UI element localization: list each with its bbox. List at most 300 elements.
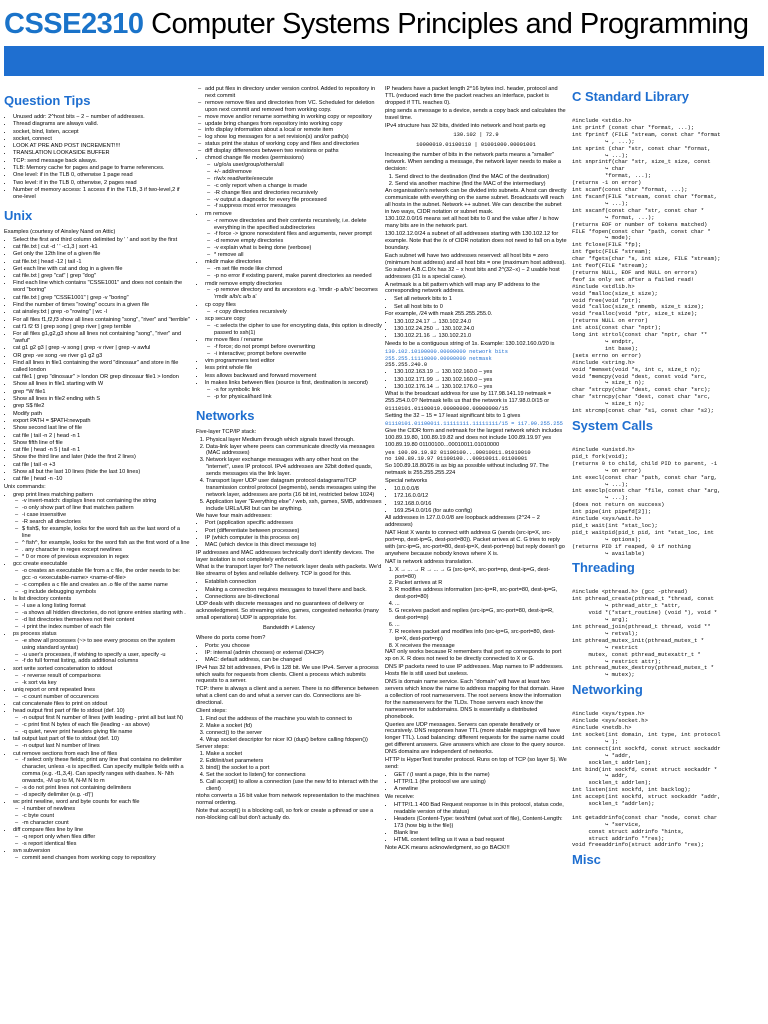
command-name: gcc create executable: [13, 560, 68, 567]
column-1: [4, 86, 190, 1020]
command-name: cat concatenate files to print on stdout: [13, 701, 108, 708]
command-option: – -k sort via key: [22, 680, 190, 687]
command-item: [13, 848, 190, 862]
unix-example: • cat file | head -n -10: [13, 476, 190, 483]
server-step: 1. Make a socket: [206, 751, 382, 758]
code-line: #include <sys/wait.h>: [572, 515, 642, 523]
question-tip: • LOOK AT PRE AND POST INCREMENT!!!!: [13, 143, 190, 150]
command-option: – -c selects the cipher to use for encrypting data, this option is directly passed to ssh(1): [214, 323, 382, 337]
svn-subcommand: – move move and/or rename something in working copy or repository: [205, 114, 382, 121]
unix-example: • Get only the 12th line of a given file: [13, 251, 190, 258]
question-tip: • TLB: Memory cache for pages and page to frame references.: [13, 165, 190, 172]
command-option: – -o only show part of line that matches pattern: [22, 505, 190, 512]
command-name: head output first part of file to stdout (def. 10): [13, 708, 125, 715]
command-item: [205, 316, 382, 337]
command-name: less print whole file: [205, 365, 253, 372]
unix-example: • cat file | head -n 5 | tail -n 1: [13, 447, 190, 454]
unix-commands-list: [4, 492, 190, 863]
nat-step: 7. R receives packet and modifies info (src-ip=G, src-port=80, dest-ip=X, dest-port=np): [395, 629, 567, 643]
ports-item: • IP: internal (admin chooses) or external (DHCP): [205, 650, 382, 657]
unix-example: • Show all but the last 10 lines (hide the last 10 lines): [13, 469, 190, 476]
code-line: char *strcpy(char *dest, const char *src);: [572, 386, 711, 394]
command-option: – * remove all: [214, 252, 382, 259]
code-line: int printf (const char *format, ...);: [572, 123, 695, 131]
question-tips-list: [4, 114, 190, 201]
code-line: int fclose(FILE *fp);: [572, 241, 642, 249]
question-tip: • Two level: if in the TLB 0, otherwise, 2 pages read: [13, 180, 190, 187]
code-line: #include <unistd.h>: [572, 445, 635, 453]
tcp-ip-layers-list: [196, 437, 382, 513]
networks-para-6: ntohs converts a 16 bit value from network representation to the machines normal ordering.: [196, 792, 380, 806]
command-item: [205, 302, 382, 316]
command-name: mv move files / rename: [205, 336, 263, 343]
code-line: int pthread_mutex_destroy(pthread_mutex_t *: [572, 664, 714, 672]
question-tip: • socket, bind, listen, accept: [13, 129, 190, 136]
subnet-para-4: 130.102.12.0/24 a subnet of all addresses starting with 130.102.12 for example. Note that the /x of CIDR notation does not need to fall on a byte boundary.: [385, 231, 567, 252]
svn-subcommand: – status print the status of working copy and files and directories: [205, 141, 382, 148]
bits-line-5: 01110101.01100011.11111111.11111111/15 = 117.99.255.255: [385, 420, 563, 427]
unix-example: • cat file | tail -n 2 | head -n 1: [13, 433, 190, 440]
command-option: – +/- add/remove: [214, 169, 382, 176]
page-title: [4, 8, 748, 41]
command-item: [205, 365, 382, 372]
stdlib-code-block: [572, 118, 764, 415]
range-item: • 130.102.21.16 → 130.102.21.0: [394, 333, 567, 340]
command-options-list: [13, 498, 190, 560]
command-option: – -n output last N number of lines: [22, 743, 190, 750]
code-line: ↪ pthread_attr_t *attr,: [572, 602, 681, 610]
code-line: int connect(int sockfd, const struct sockaddr: [572, 744, 721, 752]
command-option: – * 0 or more of previous expression in regex: [22, 554, 190, 561]
command-option: – -f force -> ignore nonexistent files and arguments, never prompt: [214, 231, 382, 238]
command-option: – -u user's processes, if wishing to specify a user, specify -u: [22, 652, 190, 659]
command-option: – -c byte count: [22, 813, 190, 820]
question-tip: • socket, connect: [13, 136, 190, 143]
command-item: [13, 666, 190, 687]
command-option: – -v output a diagnostic for every file processed: [214, 197, 382, 204]
unix-commands-label: Unix commands:: [4, 483, 46, 490]
code-line: socklen_t *addrlen);: [572, 800, 655, 808]
command-options-list: [13, 715, 190, 736]
command-name: scp secure copy: [205, 315, 246, 322]
command-name: rm remove: [205, 210, 232, 217]
command-option: – u/g/o/a user/group/others/all: [214, 162, 382, 169]
code-line: mutex, const pthread_mutexattr_t *: [572, 650, 701, 658]
unix-heading: Unix: [4, 207, 33, 223]
nat-step: 5. G receives packet and replies (src-ip=G, src-port=80, dest-ip=R, dest-port=np): [395, 608, 567, 622]
code-line: #include <string.h>: [572, 358, 635, 366]
subnet-para-2: An organisation's network can be divided into subnets. A host can directly communicate with everything on the same subnet. Broadcasts will reach all hosts in the subnet. Network ++ subnet. We can describe the subnet in two ways, CIDR notation or subnet mask.: [385, 187, 567, 215]
code-line: int fprintf (FILE *stream, const char *format: [572, 130, 721, 138]
code-line: pid_t wait(int *stat_loc);: [572, 521, 658, 529]
unix-example: • cat file.txt | grep "cat" | grep "dog": [13, 273, 190, 280]
command-option: – -R change files and directories recursively: [214, 190, 382, 197]
code-line: int scanf(const char *format, ...);: [572, 186, 688, 194]
command-option: – . any character in regex except newlines: [22, 547, 190, 554]
command-options-list: [13, 855, 190, 862]
unix-example: • Find all lines in file1 containing the word "dinosaur" and store in file called london: [13, 360, 190, 374]
command-item: [205, 211, 382, 259]
routing-step: 1. Send direct to the destination (find the MAC of the destination): [395, 174, 567, 181]
unix-example: • cat file | tail -n +3: [13, 462, 190, 469]
special-network: • 169.254.0.0/16 (for auto config): [394, 508, 567, 515]
command-option: – -r copy directories recursively: [214, 309, 382, 316]
svn-subcommand: – remove remove files and directories from VC. Scheduled for deletion upon next commit and removed from working copy.: [205, 100, 382, 114]
unix-example: • Get each line with cat and dog in a given file: [13, 266, 190, 273]
network-layer: 3. Network layer exchange messages with any other host on the "internet", uses IP protocol. IPv4 addresses are 32bit dotted quads, sends messages via the link layer.: [206, 457, 382, 478]
command-option: – -i case insensitive: [22, 512, 190, 519]
client-step: 4. Wrap socket descriptor for nicer IO (dup() before calling fdopen()): [206, 737, 382, 744]
code-line: long int strtol(const char *nptr, char **: [572, 331, 708, 339]
code-line: int listen(int sockfd, int backlog);: [572, 786, 691, 794]
range-item: • 130.102.24.250 → 130.102.24.0: [394, 326, 567, 333]
code-line: #include <sys/socket.h>: [572, 717, 648, 725]
unix-examples-list: [4, 237, 190, 484]
unix-example: • cat g1 g2 g3 | grep -v song | grep -v river | grep -v awful: [13, 345, 190, 352]
http-receive-item: • HTTP/1.1 400 Bad Request response is in this protocol, status code, readable version of the status): [394, 802, 567, 816]
command-option: – -a shows all hidden directories, do not ignore entries starting with .: [22, 610, 190, 617]
misc-heading: Misc: [572, 852, 601, 868]
unix-example: • Select the first and third column delimited by ' ' and sort by the first: [13, 237, 190, 244]
command-option: – -c print first N bytes of each file (leading - as above): [22, 722, 190, 729]
unix-example: • cat file.txt | grep "CSSE1001" | grep -v "boring": [13, 295, 190, 302]
code-line: socklen_t addrlen);: [572, 779, 652, 787]
nat-steps-list: [385, 567, 567, 650]
code-line: int sscanf(const char *str, const char *: [572, 206, 705, 214]
code-line: ↪ addr,: [572, 772, 629, 780]
networks-para-7: Note that accept() is a blocking call, so fork or create a pthread or use a non-blocking call but don't actually do.: [196, 807, 374, 821]
code-line: int base);: [572, 344, 639, 352]
command-options-list: [205, 287, 382, 301]
code-line: int fgetc(FILE *stream);: [572, 248, 652, 256]
example-address: 130.102 | 72.9: [453, 132, 499, 139]
networks-para-4: IPv4 has 32 bit addresses, IPv6 is 128 bit. We use IPv4. Server a process which waits for requests from clients. Client a process which submits requests to a server.: [196, 664, 379, 685]
column-4: [572, 86, 764, 1020]
svn-subcommands-list: [196, 86, 382, 155]
http-send-list: [385, 772, 567, 794]
command-options-list: [13, 673, 190, 687]
code-line: ↪ retval);: [572, 629, 639, 637]
http-send-item: • A newline: [394, 786, 567, 793]
broadcast-para: What is the broadcast address for use by 117.98.141.19 netmask = 255.254.0.0? Netmask tells us that the network is 117.98.0.0/15 or: [385, 391, 552, 405]
code-line: int snprintf(char *str, size_t size, const: [572, 158, 711, 166]
unix-example: • export PATH = $PATH:newpath: [13, 418, 190, 425]
command-option: – -d specify delimiter (e.g. -d'|'): [22, 792, 190, 799]
svn-subcommand: – add put files in directory under version control. Added to repository in next commit: [205, 86, 382, 100]
command-name: less allows backward and forward movement: [205, 372, 317, 379]
ack-note: Note ACK means acknowledgment, so go BACK!!!: [385, 844, 510, 851]
http-receive-list: [385, 802, 567, 845]
column-3: [385, 86, 567, 1020]
command-options-list: [205, 218, 382, 259]
ranges-list: [385, 319, 567, 341]
column-2: [196, 86, 382, 1020]
question-tip: • One level: if in the TLB 0, otherwise 1 page read: [13, 172, 190, 179]
network-layer: 1. Physical layer Medium through which signals travel through.: [206, 437, 382, 444]
addresses-list: [196, 520, 382, 549]
code-line: ↪ ...);: [572, 199, 629, 207]
code-line: ↪ *service,: [572, 820, 642, 828]
command-item: [13, 687, 190, 701]
range-item: • 130.102.24.17 → 130.102.24.0: [394, 319, 567, 326]
unix-example: • For all files f1,f2,f3 show all lines containing "song", "river" and "terrible": [13, 317, 190, 324]
svn-subcommand: – log show log messages for a set revision(s) and/or path(s): [205, 134, 382, 141]
command-option: – commit send changes from working copy to repository: [22, 855, 190, 862]
command-name: cp copy files: [205, 301, 236, 308]
range-item: • 130.102.171.99 → 130.102.160.0 – yes: [394, 377, 567, 384]
command-item: [13, 827, 190, 848]
nat-step: 6. ...: [395, 622, 567, 629]
command-option: – -d remove empty directories: [214, 238, 382, 245]
command-option: – -q report only when files differ: [22, 834, 190, 841]
routing-step: 2. Send via another machine (find the MAC of the intermediary): [395, 181, 567, 188]
command-option: – r/w/x read/write/execute: [214, 176, 382, 183]
command-name: sort write sorted concatenation to stdout: [13, 665, 113, 672]
netmask-item: • Set all host bits to 0: [394, 304, 567, 311]
code-line: ↪ char: [572, 165, 625, 173]
command-name: rmdir remove empty directories: [205, 280, 283, 287]
code-line: *format, ...);: [572, 172, 652, 180]
command-options-list: [205, 323, 382, 337]
command-option: – -m character count: [22, 820, 190, 827]
course-code: CSSE2310: [4, 8, 144, 40]
command-item: [205, 380, 382, 401]
special-network: • 172.16.0.0/12: [394, 493, 567, 500]
command-option: – -R search all directories: [22, 519, 190, 526]
code-line: ↪ endptr,: [572, 338, 635, 345]
server-step: 4. Set the socket to listen() for connections: [206, 772, 382, 779]
broadcast-para-2: Setting the 32 − 15 = 17 least significant bits to 1 gives: [385, 413, 521, 419]
special-networks-list: [385, 486, 567, 515]
ranges-2-list: [385, 369, 567, 391]
nat-para-2: NAT is network address translation.: [385, 558, 473, 565]
unix-example: • Show all lines in file1 starting with W: [13, 381, 190, 388]
code-line: feof is only set after a failed read!: [572, 275, 695, 283]
syscalls-code-block: [572, 447, 764, 558]
command-name: cut remove sections from each line of files: [13, 750, 118, 757]
bits-line-3: 255.255.240.0: [385, 362, 428, 369]
question-tip: • TCP: send message back always.: [13, 158, 190, 165]
command-name: mkdir make directories: [205, 259, 262, 266]
networks-para-5: TCP: there is always a client and a server. There is no difference between what a client can do and what a server can do. Connections are bi-directional.: [196, 686, 379, 707]
tcp-item: • Making a connection requires messages to travel there and back.: [205, 587, 382, 594]
command-item: [13, 561, 190, 596]
command-option: – -s for symbolic link: [214, 387, 382, 394]
command-name: tail output last part of file to stdout (def. 10): [13, 736, 120, 743]
code-line: (sets errno on error): [572, 351, 642, 359]
code-line: ↪ size_t n);: [572, 379, 645, 387]
command-options-list: [205, 344, 382, 358]
networks-para-1: IP addresses and MAC addresses technically don't identify devices. The layer isolation is not completely enforced.: [196, 549, 375, 563]
address-type: • Port (application specific addresses: [205, 520, 382, 527]
command-options-list: [13, 638, 190, 666]
netmask-list: [385, 296, 567, 310]
http-send-item: • HTTP/1.1 (the protocol we are using): [394, 779, 567, 786]
code-line: void *calloc(size_t nmemb, size_t size);: [572, 303, 705, 311]
command-options-list: [13, 603, 190, 631]
command-options-list: [205, 162, 382, 210]
command-option: – -l number of newlines: [22, 806, 190, 813]
netmask-item: • Set all network bits to 1: [394, 296, 567, 303]
command-name: ps process status: [13, 630, 57, 637]
unix-example: • OR grep -ve song -ve river g1 g2 g3: [13, 353, 190, 360]
command-options-list: [205, 266, 382, 280]
code-line: ↪ mode);: [572, 234, 632, 242]
http-receive-item: • HTML content telling us it was a bad request: [394, 837, 567, 844]
unix-example: • cat file.txt | cut -d ' ' -c1,3 | sort -k1: [13, 244, 190, 251]
command-item: [205, 281, 382, 302]
code-line: ↪ );: [572, 737, 619, 745]
syscalls-heading: System Calls: [572, 417, 653, 433]
command-name: wc print newline, word and byte counts for each file: [13, 799, 140, 806]
network-layer: 4. Transport layer UDP user datagram protocol datagrams/TCP transmission control protocol (segments), sends messages using the network layer, addresses are ports (16 bit int, restricted below 1024): [206, 478, 382, 499]
bits-line-2: 255.255.11110000.00000000 netmask: [385, 355, 492, 362]
code-line: (does not return on success): [572, 501, 665, 509]
code-line: void *realloc(void *ptr, size_t size);: [572, 310, 698, 318]
code-line: int pipe(int pipefd[2]);: [572, 508, 652, 516]
tcp-items-list: [196, 579, 382, 601]
contiguous-para: Needs to be a contiguous string of 1s. Example: 130.102.160.0/20 is: [385, 340, 555, 347]
code-line: ↪ ...);: [572, 494, 629, 502]
client-steps-label: Client steps:: [196, 708, 227, 715]
server-steps-label: Server steps:: [196, 743, 229, 750]
code-line: const struct addrinfo *hints,: [572, 827, 685, 835]
question-tip: • Number of memory access: 1 access if in the TLB, 3 if two-level,2 if one-level: [13, 187, 190, 201]
dns-para-2: DNS is domain name service. Each "domain" will have at least two servers which know the name to address mapping for that domain. Have a collection of root nameservers. The root servers know the information for the nameservers for the TLDs. Those servers each know the nameservers for subdomains. DNS is essentially a distributed phonebook.: [385, 679, 565, 720]
command-name: grep print lines matching pattern: [13, 491, 93, 498]
network-layer: 2. Data-link layer where peers can communicate directly via messages (MAC addresses): [206, 444, 382, 458]
threading-code-block: [572, 589, 764, 679]
code-line: (returns PID if reaped, 0 if nothing: [572, 542, 691, 550]
command-item: [205, 155, 382, 210]
code-line: struct addrinfo **res);: [572, 834, 665, 842]
header: [0, 0, 768, 84]
nat-step: 4. ...: [395, 601, 567, 608]
server-step: 2. Edit/init/set parameters: [206, 758, 382, 765]
server-step: 5. Call accept() to allow a connection (use the new fd to interact with the client): [206, 779, 382, 793]
subnet-para-3: 130.102.0.0/16 means set all host bits to 0 and the value after / is how many bits are in the network part.: [385, 216, 559, 230]
svn-subcommand: – info display information about a local or remote item: [205, 127, 382, 134]
ping-para: ping sends a message to a device, sends a copy back and calculates the travel time.: [385, 107, 566, 121]
unix-example: • Show the third line and later (hide the first 2 lines): [13, 454, 190, 461]
question-tip: • Unused addr: 2^host bits − 2 − number of addresses.: [13, 114, 190, 121]
dns-para-3: Queries are UDP messages. Servers can operate iteratively or recursively. DNS responses have TTL (more stable mappings will have longer TTL). Load balancing: different requests for the same name could get different answers. Give answers which are close to the query source. DNS domains are independent of networks.: [385, 721, 565, 756]
question-tip: • TRANSLATION LOOKASIDE BUFFER: [13, 150, 190, 157]
code-line: ↪ restrict: [572, 643, 639, 651]
http-receive-item: • Blank line: [394, 830, 567, 837]
command-options-list: [13, 757, 190, 798]
client-step: 1. Find out the address of the machine you wish to connect to: [206, 716, 382, 723]
course-name: Computer Systems Principles and Programming: [151, 8, 749, 40]
code-line: #include <pthread.h> (gcc -pthread): [572, 588, 688, 596]
command-option: – -p for physical/hard link: [214, 394, 382, 401]
code-line: (returns EOF or number of tokens matched): [572, 220, 708, 228]
ports-question: Where do ports come from?: [196, 634, 266, 641]
code-line: ↪ size_t n);: [572, 400, 645, 408]
nat-para-3: NAT only works because R remembers that port np corresponds to port xp on X. R does not need to be directly connected to X or G.: [385, 649, 562, 663]
command-option: – -l use a long listing format: [22, 603, 190, 610]
nat-step: 3. R modifies address information (src-ip=R, src-port=80, dest-ip=G, dest-port=80): [395, 587, 567, 601]
routing-decision-list: [385, 174, 567, 188]
nat-para: NAT Host X wants to connect with address G (sends (src-ip=X, src-port=np, dest-ip=G, dest-port=80)). Packet arrives at C. G tries to reply with (src-ip=G, src-port=80, dest-ip=X, dest-port=np) but reply doesn't go anywhere because nobody knows where X is.: [385, 530, 565, 557]
command-option: – -v explain what is being done (verbose): [214, 245, 382, 252]
code-line: (returns NULL, EOF and NULL on errors): [572, 268, 698, 276]
client-step: 2. Make a socket (fd): [206, 723, 382, 730]
unix-example: • grep S$ file2: [13, 403, 190, 410]
code-line: ↪ available): [572, 549, 645, 557]
unix-example: • Find each line which contains "CSSE1001" and does not contain the word "boring": [13, 280, 190, 294]
networks-para-2: What is the transport layer for? The network layer deals with packets. We'd like streams of bytes and reliable delivery. TCP is good for this.: [196, 564, 382, 578]
question-tips-heading: Question Tips: [4, 93, 91, 108]
networking-heading: Networking: [572, 682, 643, 698]
code-line: #include <sys/types.h>: [572, 710, 645, 718]
nat-step: 1. X → ... → R → ... → G (src-ip=X, src-port=np, dest-ip=G, dest-port=80): [395, 567, 567, 581]
code-line: ↪ on error): [572, 466, 642, 474]
code-line: int accept(int sockfd, struct sockaddr *addr,: [572, 793, 721, 801]
command-option: – -i print the index number of each file: [22, 624, 190, 631]
command-option: – -p remove directory and its ancestors e.g. 'rmdir -p a/b/c' becomes 'rmdir a/b/c a/b a': [214, 287, 382, 301]
command-option: – -o creates an executable file from a c file, the order needs to be: gcc -o <executable-name> <name-of-file>: [22, 568, 190, 582]
code-line: FILE *fopen(const char *path, const char *: [572, 227, 711, 235]
code-line: int atoi(const char *nptr);: [572, 324, 662, 332]
ports-item: • MAC: default address, can be changed: [205, 657, 382, 664]
command-item: [13, 736, 190, 750]
code-line: int bind(int sockfd, const struct sockaddr *: [572, 765, 718, 773]
svn-subcommand: – diff display differences between two revisions or paths: [205, 148, 382, 155]
dns-para: DNS IP packets need to use IP addresses. Map names to IP addresses. Hosts file is still used but useless.: [385, 664, 564, 678]
code-line: int execlp(const char *file, const char *arg,: [572, 487, 721, 495]
code-line: ↪ *addr,: [572, 751, 632, 759]
address-type: • MAC (which device is this direct message to): [205, 542, 382, 549]
stdlib-heading: C Standard Library: [572, 89, 690, 104]
code-line: ↪ ...);: [572, 151, 629, 159]
cidr-para: Give the CIDR form and netmask for the largest network which includes 100.89.19.80, 100.89.19.82 and does not include 100.89.19.97 yes 100.89.19.80 01100100...00010011.01010000: [385, 427, 563, 448]
ipv4-para: IPv4 structure has 32 bits, divided into network and host parts eg: [385, 122, 546, 129]
command-option: – -f force; do not prompt before overwriting: [214, 344, 382, 351]
code-line: void *memset(void *s, int c, size_t n);: [572, 365, 701, 373]
code-line: (returns -1 on error): [572, 179, 642, 187]
code-line: char *strncpy(char *dest, const char *src,: [572, 393, 711, 401]
command-item: [13, 596, 190, 631]
command-name: uniq report or omit repeated lines: [13, 686, 96, 693]
code-line: ↪ options);: [572, 535, 642, 543]
command-item: [13, 631, 190, 666]
command-item: [205, 373, 382, 380]
command-option: – -r reverse result of comparisons: [22, 673, 190, 680]
ip-header-para: IP headers have a packet length 2^16 bytes incl. header, protocol and TTL (reduced each time the packet reaches an interface, packet is dropped if TTL reaches 0).: [385, 86, 558, 106]
code-line: void free(void *ptr);: [572, 296, 642, 304]
bits-line-1: 130.102.10100000.00000000 network bits: [385, 348, 508, 355]
command-options-list: [13, 743, 190, 750]
more-commands-list: [196, 155, 382, 401]
command-option: – -g include debugging symbols: [22, 589, 190, 596]
unix-example: • cat file1 | grep "dinosaur" > london OR grep dinosaur file1 > london: [13, 374, 190, 381]
bits-line-4: 01110101.01100010.00000000.00000000/15: [385, 406, 508, 413]
unix-example: • Find the number of times "rowing" occurs in a given file: [13, 302, 190, 309]
unix-example: • For all files g1,g2,g3 show all lines not containing "song", "river" and "awful": [13, 331, 190, 345]
command-option: – -r remove directories and their contents recursively, i.e. delete everything in the specified subdirectories: [214, 218, 382, 232]
command-option: – -m set file mode like chmod: [214, 266, 382, 273]
code-line: int feof(FILE *stream);: [572, 262, 648, 270]
tcp-item: • Establish connection: [205, 579, 382, 586]
range-item: • 130.102.163.19 → 130.102.160.0 – yes: [394, 369, 567, 376]
unix-example: • cat ainsley.txt | grep -o "rowing" | wc -l: [13, 309, 190, 316]
unix-example: • Show second last line of file: [13, 425, 190, 432]
command-name: svn subversion: [13, 848, 51, 855]
command-name: vim programmers text editor: [205, 358, 275, 365]
command-options-list: [13, 806, 190, 827]
command-options-list: [205, 309, 382, 316]
